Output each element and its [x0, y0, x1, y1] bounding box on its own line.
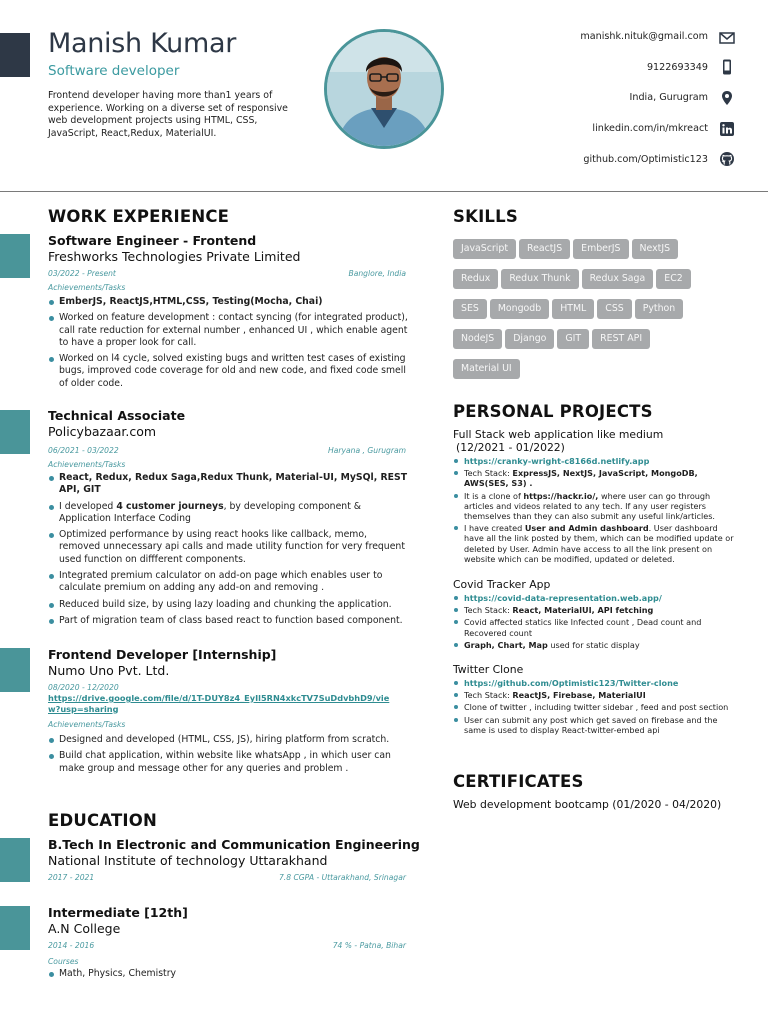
job-bullet: Integrated premium calculator on add-on page which enables user to calculate premium on adding any add-on and removing .	[48, 570, 408, 595]
education-score: 74 % - Patna, Bihar	[332, 941, 406, 950]
skill-tag: Mongodb	[490, 299, 549, 319]
skill-tag: EmberJS	[573, 239, 628, 259]
project-bullet	[453, 523, 738, 564]
job-dates: 03/2022 - Present	[48, 269, 116, 278]
skill-tag: HTML	[552, 299, 594, 319]
job-bullet: Part of migration team of class based react to function based component.	[48, 615, 408, 627]
project-bullet-text: Tech Stack:	[464, 468, 510, 479]
project-title: Covid Tracker App	[453, 578, 551, 591]
job-bullet: Optimized performance by using react hooks like callback, memo, removed unnecessary api calls and made utility function for very frequent used function on diffferent components.	[48, 529, 408, 566]
project-bullet-highlight: https://hackr.io/,	[523, 490, 599, 501]
location-icon	[719, 90, 735, 106]
education-bullet: Math, Physics, Chemistry	[48, 968, 408, 980]
linkedin-icon	[719, 121, 735, 137]
profile-photo	[324, 29, 444, 149]
project-title: Twitter Clone	[453, 663, 524, 676]
job-tasks-label: Achievements/Tasks	[48, 283, 126, 292]
job-bullet: Reduced build size, by using lazy loading and chunking the application.	[48, 599, 408, 611]
job-bullet-list	[48, 472, 408, 631]
contact-email[interactable]: manishk.nituk@gmail.com	[580, 31, 708, 42]
education-score: 7.8 CGPA - Uttarakhand, Srinagar	[278, 873, 406, 882]
job-bullet: Worked on feature development : contact syncing (for integrated product), call rate reduction for external number , enhanced UI , which enable agent to have a proper look for call.	[48, 312, 408, 349]
project-bullet-highlight: React, MaterialUI, API fetching	[512, 605, 654, 616]
education-accent-bar	[0, 906, 30, 950]
project-bullet-text: where user can go through articles and videos related to any tech. If any user registers themselves than they can also submit any useful link/articles.	[464, 490, 716, 522]
job-bullet: Build chat application, within website like whatsApp , in which user can make group and message other for any queries and problem .	[48, 750, 408, 775]
skill-tag: REST API	[592, 329, 650, 349]
job-bullet-text: I developed	[59, 500, 114, 512]
job-company: Freshworks Technologies Private Limited	[48, 249, 301, 264]
project-bullet-highlight: User and Admin dashboard	[524, 523, 649, 534]
skill-tag: EC2	[656, 269, 690, 289]
skill-tag: Redux Thunk	[501, 269, 578, 289]
project-title: Full Stack web application like medium	[453, 428, 664, 441]
project-bullet: Covid affected statics like Infected count , Dead count and Recovered count	[453, 617, 738, 637]
project-bullet-list	[453, 456, 738, 566]
project-bullet: Clone of twitter , including twitter sidebar , feed and post section	[453, 702, 738, 712]
job-bullet-list	[48, 296, 408, 394]
skill-tag: GIT	[557, 329, 589, 349]
skill-tag: CSS	[597, 299, 631, 319]
contact-linkedin[interactable]: linkedin.com/in/mkreact	[592, 123, 708, 134]
contact-location: India, Gurugram	[629, 92, 708, 103]
job-dates: 08/2020 - 12/2020	[48, 683, 119, 692]
skill-tag: Material UI	[453, 359, 520, 379]
phone-icon	[719, 59, 735, 75]
project-bullet-text: Tech Stack:	[464, 690, 510, 701]
project-bullet-text: Tech Stack:	[464, 605, 510, 616]
project-bullet	[453, 678, 738, 688]
project-bullet	[453, 468, 738, 488]
project-bullet-text: . User dashboard have all the link posted by them, which can be modified update or deleted by User. Admin have access to all the link present on website which can be modified, updated or deleted.	[464, 523, 734, 564]
project-link[interactable]: https://cranky-wright-c8166d.netlify.app	[464, 456, 650, 466]
skill-tag: JavaScript	[453, 239, 516, 259]
job-bullet: Designed and developed (HTML, CSS, JS), hiring platform from scratch.	[48, 734, 408, 746]
education-accent-bar	[0, 838, 30, 882]
project-link[interactable]: https://github.com/Optimistic123/Twitter-clone	[464, 678, 679, 688]
project-bullet	[453, 456, 738, 466]
job-tasks-label: Achievements/Tasks	[48, 720, 126, 729]
job-title: Software Engineer - Frontend	[48, 233, 257, 248]
project-bullet-list	[453, 678, 738, 737]
personal-projects-heading: PERSONAL PROJECTS	[453, 402, 653, 421]
skill-tag: SES	[453, 299, 487, 319]
project-bullet: User can submit any post which get saved on firebase and the same is used to display React-twitter-embed api	[453, 715, 738, 735]
job-title: Frontend Developer [Internship]	[48, 647, 277, 662]
job-accent-bar	[0, 648, 30, 692]
project-dates: (12/2021 - 01/2022)	[456, 441, 565, 454]
header-divider	[0, 191, 768, 192]
project-bullet-text: I have created	[464, 523, 523, 534]
project-bullet	[453, 690, 738, 700]
profile-summary: Frontend developer having more than1 years of experience. Working on a diverse set of responsive web development projects using HTML, CSS, JavaScript, React,Redux, MaterialUI.	[48, 90, 288, 139]
job-bullet: Worked on l4 cycle, solved existing bugs and written test cases of existing bugs, improved code coverage for old and new code, and fixed code smell of older code.	[48, 353, 408, 390]
education-courses-label: Courses	[48, 957, 79, 966]
education-heading: EDUCATION	[48, 811, 157, 830]
project-bullet-list	[453, 593, 738, 652]
project-bullet	[453, 605, 738, 615]
job-company: Numo Uno Pvt. Ltd.	[48, 663, 170, 678]
job-accent-bar	[0, 234, 30, 278]
skill-tag: Django	[505, 329, 554, 349]
education-school: National Institute of technology Uttarakhand	[48, 853, 328, 868]
skill-tag: Redux Saga	[582, 269, 654, 289]
job-bullet	[48, 501, 408, 526]
job-location: Banglore, India	[348, 269, 406, 278]
contact-github[interactable]: github.com/Optimistic123	[583, 154, 708, 165]
certificates-heading: CERTIFICATES	[453, 772, 584, 791]
project-bullet-highlight: Graph, Chart, Map	[464, 639, 548, 650]
job-dates: 06/2021 - 03/2022	[48, 446, 119, 455]
job-bullet: React, Redux, Redux Saga,Redux Thunk, Material-UI, MySQl, REST API, GIT	[48, 472, 408, 497]
job-bullet: EmberJS, ReactJS,HTML,CSS, Testing(Mocha, Chai)	[48, 296, 408, 308]
project-link[interactable]: https://covid-data-representation.web.app/	[464, 593, 662, 603]
candidate-name: Manish Kumar	[48, 28, 237, 59]
job-bullet-highlight: 4 customer journeys	[116, 500, 224, 512]
education-degree: B.Tech In Electronic and Communication Engineering	[48, 837, 420, 852]
job-accent-bar	[0, 410, 30, 454]
email-icon	[719, 30, 735, 46]
work-experience-heading: WORK EXPERIENCE	[48, 207, 230, 226]
project-bullet	[453, 640, 738, 650]
job-reference-link[interactable]: https://drive.google.com/file/d/1T-DUY8z4_EyIl5RN4xkcTV7SuDdvbhD9/view?usp=sharing	[48, 693, 390, 714]
skill-tag: Python	[635, 299, 684, 319]
education-dates: 2014 - 2016	[48, 941, 95, 950]
github-icon	[719, 151, 735, 167]
candidate-role: Software developer	[48, 63, 180, 79]
education-degree: Intermediate [12th]	[48, 905, 188, 920]
education-dates: 2017 - 2021	[48, 873, 95, 882]
job-location: Haryana , Gurugram	[328, 446, 406, 455]
certificate-item: Web development bootcamp (01/2020 - 04/2020)	[453, 798, 722, 811]
project-bullet	[453, 593, 738, 603]
job-bullet-text: , by developing component & Application Interface Coding	[59, 500, 362, 524]
project-bullet-highlight: ReactJS, Firebase, MaterialUI	[512, 690, 646, 701]
skills-heading: SKILLS	[453, 207, 518, 226]
job-bullet-list	[48, 734, 408, 779]
job-title: Technical Associate	[48, 408, 186, 423]
job-company: Policybazaar.com	[48, 424, 157, 439]
education-bullet-list	[48, 968, 408, 984]
education-school: A.N College	[48, 921, 121, 936]
project-bullet	[453, 491, 738, 522]
project-bullet-text: used for static display	[550, 639, 640, 650]
skills-tag-list	[453, 236, 723, 386]
contact-phone[interactable]: 9122693349	[646, 62, 708, 73]
skill-tag: NextJS	[632, 239, 679, 259]
skill-tag: Redux	[453, 269, 498, 289]
skill-tag: NodeJS	[453, 329, 502, 349]
project-bullet-text: It is a clone of	[464, 490, 521, 501]
job-tasks-label: Achievements/Tasks	[48, 460, 126, 469]
skill-tag: ReactJS	[519, 239, 570, 259]
header-accent-bar	[0, 33, 30, 77]
project-bullet-highlight: ExpressJS, NextJS, JavaScript, MongoDB, AWS(SES, S3) .	[464, 468, 698, 489]
